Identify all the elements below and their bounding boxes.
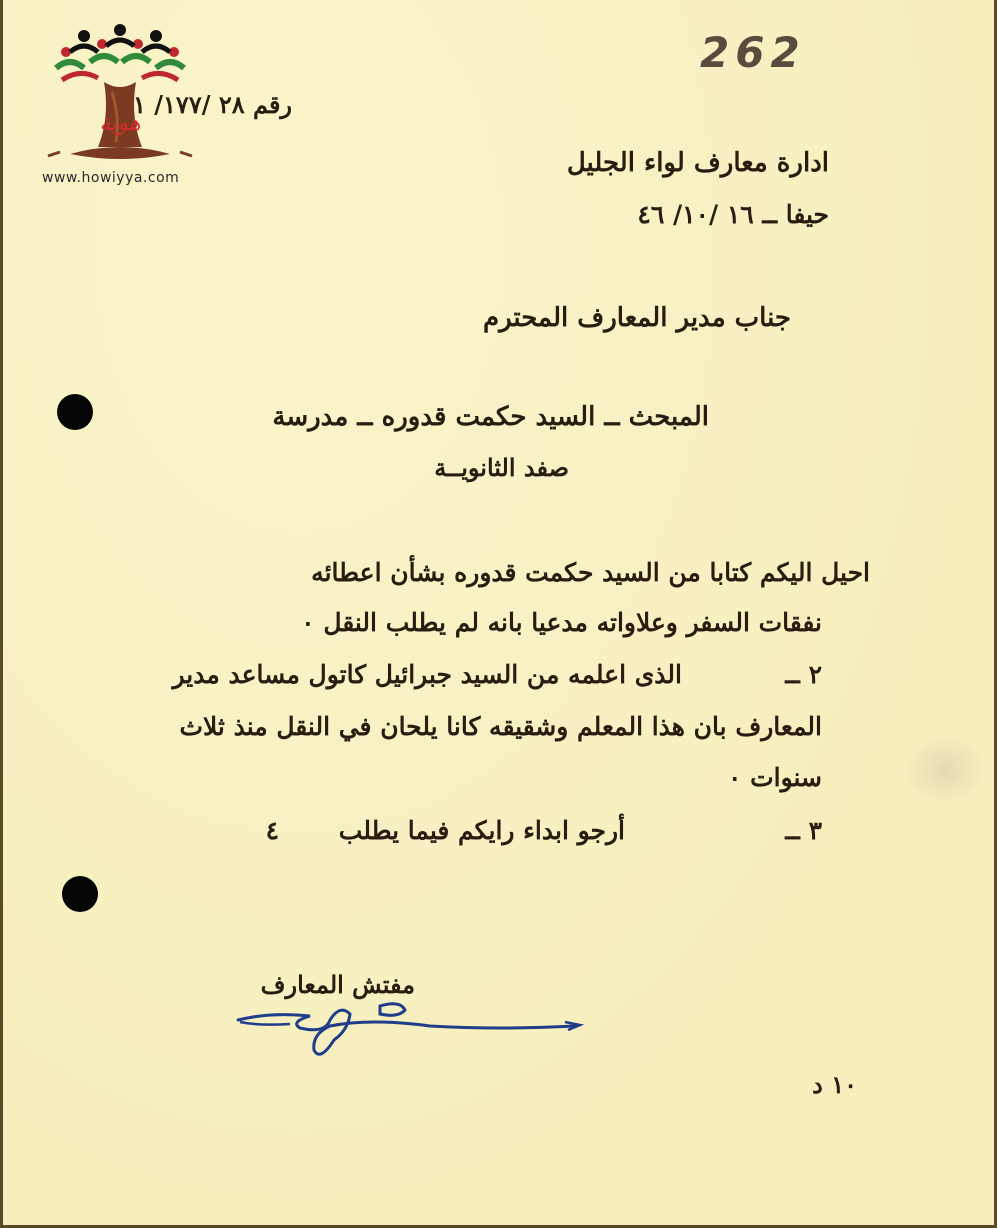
body-p1-line1: احيل اليكم كتابا من السيد حكمت قدوره بشأن اعطائه <box>311 558 870 587</box>
signature-title: مفتش المعارف <box>260 970 415 999</box>
subject-line-2: صفد الثانويــة <box>434 453 569 482</box>
body-p3-mark: ٤ <box>265 816 279 845</box>
body-p1-line2: نفقات السفر وعلاواته مدعيا بانه لم يطلب النقل ٠ <box>301 608 822 637</box>
scan-edge-left <box>0 0 3 1228</box>
page-number: 262 <box>700 28 806 77</box>
punch-hole-bottom <box>62 876 98 912</box>
logo-text: هوية <box>99 111 141 136</box>
place-date: حيفا ــ ١٦ /١٠/ ٤٦ <box>637 200 829 229</box>
logo-people-icon <box>56 24 184 80</box>
subject-line-1: المبحث ــ السيد حكمت قدوره ــ مدرسة <box>272 402 709 432</box>
body-p2-line2: المعارف بان هذا المعلم وشقيقه كانا يلحان في النقل منذ ثلاث <box>179 712 822 741</box>
addressee: جناب مدير المعارف المحترم <box>482 303 791 333</box>
paper-smudge <box>905 735 985 805</box>
punch-hole-top <box>57 394 93 430</box>
body-p2-line1: الذى اعلمه من السيد جبرائيل كاتول مساعد مدير <box>172 660 682 689</box>
sender-office: ادارة معارف لواء الجليل <box>566 148 829 178</box>
body-p2-number: ٢ ــ <box>785 660 822 689</box>
body-p2-line3: سنوات ٠ <box>727 763 822 792</box>
body-p3-text: أرجو ابداء رايكم فيما يطلب <box>338 816 625 845</box>
reference-number: رقم ٢٨ /١٧٧/ ١ <box>133 90 292 119</box>
footer-initials: ١٠ د <box>812 1070 857 1099</box>
handwritten-signature <box>230 990 590 1070</box>
logo-url: www.howiyya.com <box>42 170 180 186</box>
body-p3-number: ٣ ــ <box>785 816 822 845</box>
